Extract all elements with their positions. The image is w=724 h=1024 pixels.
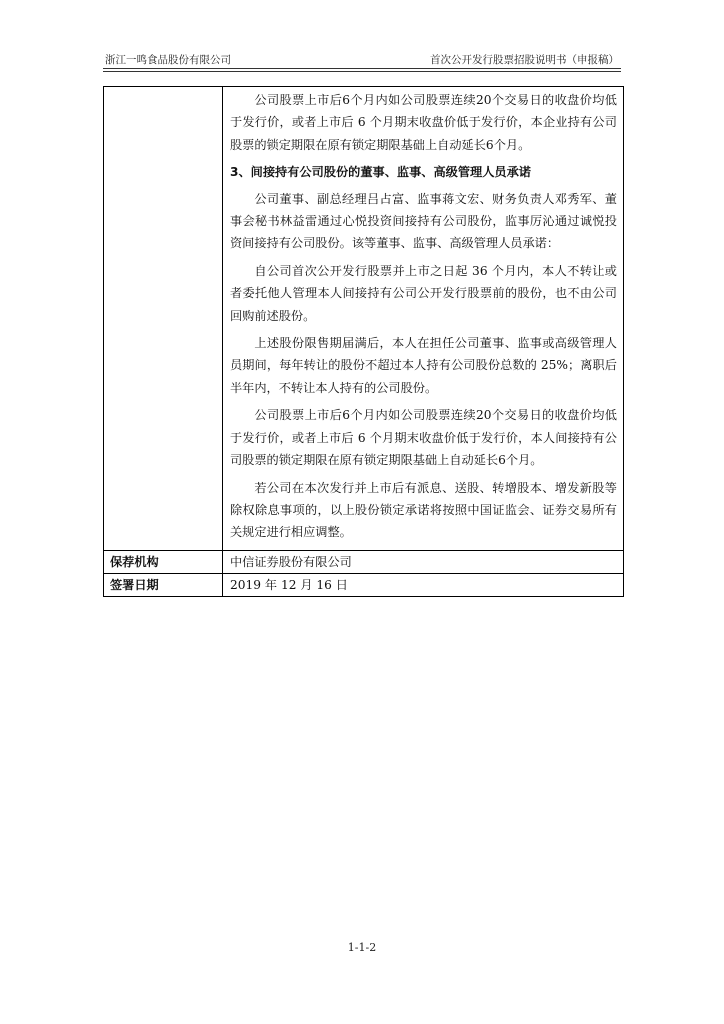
annual-transfer-limit-paragraph: 上述股份限售期届满后，本人在担任公司董事、监事或高级管理人员期间，每年转让的股份不超过本人持有公司股份总数的 25%；离职后半年内，不转让本人持有的公司股份。 — [230, 336, 617, 395]
sponsor-label-cell — [104, 550, 223, 573]
prospectus-table — [103, 86, 624, 597]
no-transfer-paragraph: 自公司首次公开发行股票并上市之日起 36 个月内，本人不转让或者委托他人管理本人间接持有公司公开发行股票前的股份，也不由公司回购前述股份。 — [230, 263, 617, 323]
commitment-row — [104, 87, 624, 551]
date-value: 2019 年 12 月 16 日 — [230, 577, 348, 592]
price-lockup-paragraph: 公司股票上市后6个月内如公司股票连续20个交易日的收盘价均低于发行价，或者上市后 6 个月期末收盘价低于发行价，本人间接持有公司股票的锁定期限在原有锁定期限基础上自动延长6个月。 — [230, 408, 617, 468]
date-row — [104, 573, 624, 596]
sponsor-value: 中信证券股份有限公司 — [230, 554, 352, 569]
page-header — [103, 52, 621, 69]
date-label: 签署日期 — [110, 577, 159, 592]
lockup-extension-paragraph: 公司股票上市后6个月内如公司股票连续20个交易日的收盘价均低于发行价，或者上市后 6 个月期末收盘价低于发行价，本企业持有公司股票的锁定期限在原有锁定期限基础上自动延长6个月。 — [230, 93, 617, 152]
section-heading: 3、间接持有公司股份的董事、监事、高级管理人员承诺 — [230, 165, 531, 180]
sponsor-row — [104, 550, 624, 573]
commitment-content-cell — [223, 87, 624, 551]
adjustment-paragraph: 若公司在本次发行并上市后有派息、送股、转增股本、增发新股等除权除息事项的，以上股份锁定承诺将按照中国证监会、证券交易所有关规定进行相应调整。 — [230, 480, 617, 540]
indirect-holders-paragraph: 公司董事、副总经理吕占富、监事蒋文宏、财务负责人邓秀军、董事会秘书林益雷通过心悦投资间接持有公司股份，监事厉沁通过诚悦投资间接持有公司股份。该等董事、监事、高级管理人员承诺： — [230, 191, 617, 251]
sponsor-value-cell — [223, 550, 624, 573]
header-company-name: 浙江一鸣食品股份有限公司 — [105, 54, 231, 66]
date-value-cell — [223, 573, 624, 596]
date-label-cell — [104, 573, 223, 596]
empty-label-cell — [104, 87, 223, 551]
commitment-content — [223, 87, 623, 550]
header-document-title: 首次公开发行股票招股说明书（申报稿） — [430, 54, 619, 66]
page-number: 1-1-2 — [347, 941, 377, 954]
sponsor-label: 保荐机构 — [110, 554, 159, 569]
header-divider — [103, 71, 621, 72]
